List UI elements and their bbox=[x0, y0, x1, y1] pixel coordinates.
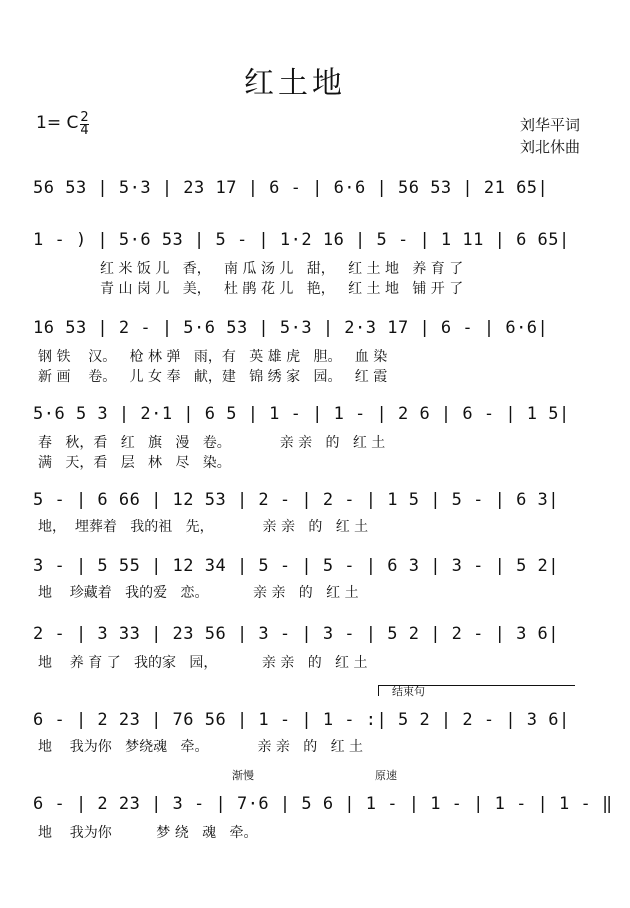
system-7-notes: 2 - | 3 33 | 23 56 | 3 - | 3 - | 5 2 | 2 - | 3 6| bbox=[33, 624, 560, 644]
system-5-notes: 5 - | 6 66 | 12 53 | 2 - | 2 - | 1 5 | 5 - | 6 3| bbox=[33, 490, 560, 510]
system-6-lyric-1: 地 珍藏着 我的爱 恋。 亲 亲 的 红 土 bbox=[38, 585, 359, 601]
system-9-lyric-1: 地 我为你 梦 绕 魂 牵。 bbox=[38, 825, 258, 841]
system-3-lyric-2: 新 画 卷。 儿 女 奉 献，建 锦 绣 家 园。 红 霞 bbox=[38, 369, 388, 385]
system-2-lyric-1: 红 米 饭 儿 香， 南 瓜 汤 儿 甜， 红 土 地 养 育 了 bbox=[100, 261, 464, 277]
system-4-lyric-2: 满 天，看 层 林 尽 染。 bbox=[38, 455, 231, 471]
system-4-lyric-1: 春 秋，看 红 旗 漫 卷。 亲 亲 的 红 土 bbox=[38, 435, 386, 451]
system-6-notes: 3 - | 5 55 | 12 34 | 5 - | 5 - | 6 3 | 3 - | 5 2| bbox=[33, 556, 560, 576]
system-5-lyric-1: 地， 埋葬着 我的祖 先， 亲 亲 的 红 土 bbox=[38, 519, 369, 535]
time-top: 2 bbox=[80, 110, 89, 125]
a-tempo-mark: 原速 bbox=[375, 769, 397, 782]
composer-credit: 刘北休曲 bbox=[519, 138, 580, 156]
system-9-notes: 6 - | 2 23 | 3 - | 7·6 | 5 6 | 1 - | 1 - | 1 - | 1 - ‖ bbox=[33, 794, 613, 814]
lyricist-credit: 刘华平词 bbox=[519, 116, 580, 134]
system-1-notes: 56 53 | 5·3 | 23 17 | 6 - | 6·6 | 56 53 | 21 65| bbox=[33, 178, 549, 198]
time-bottom: 4 bbox=[80, 123, 89, 138]
system-3-lyric-1: 钢 铁 汉。 枪 林 弹 雨，有 英 雄 虎 胆。 血 染 bbox=[38, 349, 388, 365]
ritardando-mark: 渐慢 bbox=[232, 769, 254, 782]
system-8-notes: 6 - | 2 23 | 76 56 | 1 - | 1 - :| 5 2 | 2 - | 3 6| bbox=[33, 710, 570, 730]
system-7-lyric-1: 地 养 育 了 我的家 园， 亲 亲 的 红 土 bbox=[38, 655, 368, 671]
key-signature bbox=[36, 112, 89, 137]
system-4-notes: 5·6 5 3 | 2·1 | 6 5 | 1 - | 1 - | 2 6 | 6 - | 1 5| bbox=[33, 404, 570, 424]
key-label: 1= C bbox=[36, 113, 79, 133]
system-2-lyric-2: 青 山 岗 儿 美， 杜 鹃 花 儿 艳， 红 土 地 铺 开 了 bbox=[100, 281, 464, 297]
time-signature bbox=[80, 112, 88, 137]
system-2-notes: 1 - ) | 5·6 53 | 5 - | 1·2 16 | 5 - | 1 11 | 6 65| bbox=[33, 230, 570, 250]
ending-label: 结束句 bbox=[392, 685, 425, 698]
system-3-notes: 16 53 | 2 - | 5·6 53 | 5·3 | 2·3 17 | 6 - | 6·6| bbox=[33, 318, 549, 338]
system-8-lyric-1: 地 我为你 梦绕魂 牵。 亲 亲 的 红 土 bbox=[38, 739, 364, 755]
song-title: 红土地 bbox=[244, 66, 346, 101]
